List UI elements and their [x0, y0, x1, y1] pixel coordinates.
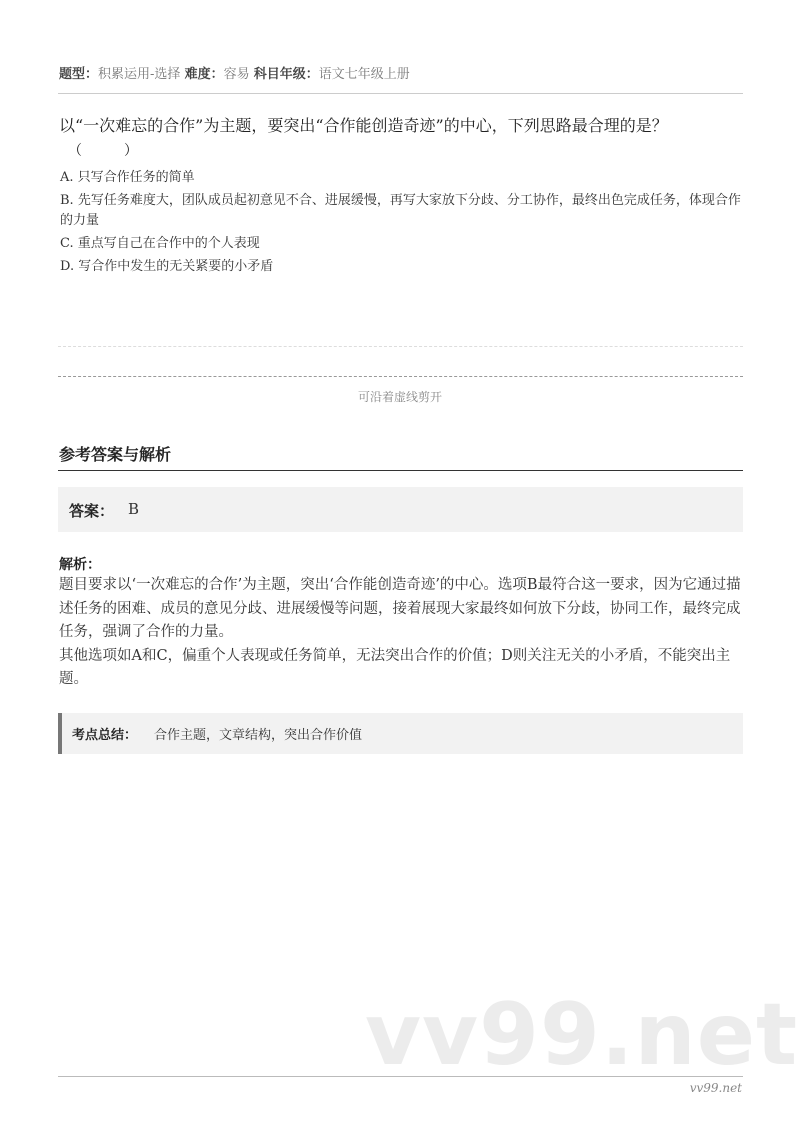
- answer-label: 答案：: [69, 502, 115, 520]
- grade-label: 科目年级：: [253, 67, 319, 82]
- option-c: C. 重点写自己在合作中的个人表现: [60, 236, 260, 251]
- option-b: B. 先写任务难度大，团队成员起初意见不合、进展缓慢，再写大家放下分歧、分工协作，最终出色完成任务，体现合作的力量: [60, 193, 741, 228]
- analysis-label: 解析：: [59, 557, 101, 573]
- answer-box: [58, 487, 743, 532]
- type-value: 积累运用-选择: [98, 67, 181, 82]
- question-meta: [59, 63, 410, 82]
- answer-value: B: [128, 500, 140, 518]
- type-label: 题型：: [59, 67, 99, 82]
- analysis-paragraph: 其他选项如A和C，偏重个人表现或任务简单，无法突出合作的价值；D则关注无关的小矛盾，不能突出主题。: [59, 647, 731, 687]
- cut-line-hint: 可沿着虚线剪开: [357, 390, 442, 404]
- footer-divider: [58, 1076, 743, 1077]
- section-title-rule: [58, 470, 743, 471]
- analysis-text: [59, 574, 749, 692]
- key-point-summary: [58, 713, 743, 754]
- light-dashed-divider: [58, 346, 743, 347]
- question-stem: 以“一次难忘的合作”为主题，要突出“合作能创造奇迹”的中心，下列思路最合理的是？: [59, 116, 668, 135]
- options-list: [60, 168, 750, 280]
- difficulty-value: 容易: [223, 67, 250, 82]
- footer-brand: vv99.net: [689, 1081, 742, 1095]
- summary-label: 考点总结：: [72, 728, 138, 743]
- summary-value: 合作主题，文章结构，突出合作价值: [154, 728, 363, 743]
- analysis-paragraph: 题目要求以‘一次难忘的合作’为主题，突出‘合作能创造奇迹’的中心。选项B最符合这一要求，因为它通过描述任务的困难、成员的意见分歧、进展缓慢等问题，接着展现大家最终如何放下分歧，协同工作，最终完成任务，强调了合作的力量。: [59, 577, 741, 640]
- answer-blank: （ ）: [68, 143, 138, 159]
- answer-section-title: 参考答案与解析: [59, 445, 172, 464]
- site-watermark: vv99.net: [365, 985, 799, 1085]
- cut-dashed-line: [58, 376, 743, 377]
- grade-value: 语文七年级上册: [318, 67, 410, 82]
- option-a: A. 只写合作任务的简单: [60, 170, 195, 185]
- difficulty-label: 难度：: [184, 67, 224, 82]
- option-d: D. 写合作中发生的无关紧要的小矛盾: [60, 259, 274, 274]
- meta-divider: [58, 93, 743, 94]
